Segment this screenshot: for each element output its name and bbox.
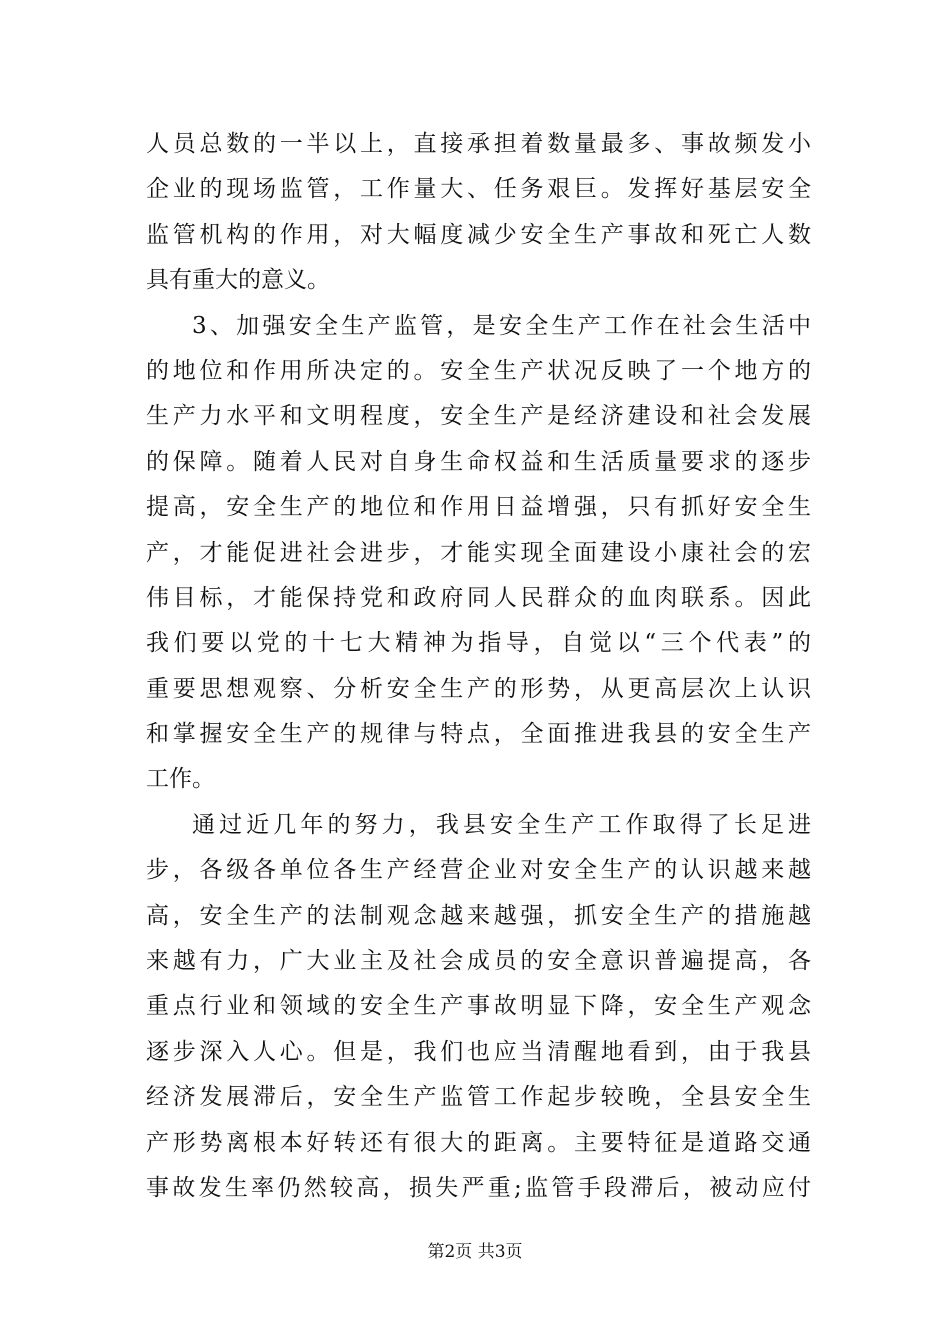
- text-line-indented: 通过近几年的努力，我县安全生产工作取得了长足进: [192, 811, 811, 838]
- text-line: 高，安全生产的法制观念越来越强，抓安全生产的措施越: [146, 902, 811, 929]
- text-line: 伟目标，才能保持党和政府同人民群众的血肉联系。因此: [146, 584, 811, 611]
- text-line: 的保障。随着人民对自身生命权益和生活质量要求的逐步: [146, 448, 811, 475]
- text-line: 逐步深入人心。但是，我们也应当清醒地看到，由于我县: [146, 1038, 811, 1065]
- text-line: 企业的现场监管，工作量大、任务艰巨。发挥好基层安全: [146, 176, 811, 203]
- text-line: 提高，安全生产的地位和作用日益增强，只有抓好安全生: [146, 494, 811, 521]
- page-number: 第2页 共3页: [427, 1242, 523, 1262]
- text-line: 事故发生率仍然较高，损失严重;监管手段滞后，被动应付: [146, 1174, 811, 1201]
- text-line-indented: 3、加强安全生产监管，是安全生产工作在社会生活中: [192, 312, 811, 339]
- text-line: 重点行业和领域的安全生产事故明显下降，安全生产观念: [146, 993, 811, 1020]
- text-line: 经济发展滞后，安全生产监管工作起步较晚，全县安全生: [146, 1084, 811, 1111]
- text-line: 产形势离根本好转还有很大的距离。主要特征是道路交通: [146, 1129, 811, 1156]
- text-line: 和掌握安全生产的规律与特点，全面推进我县的安全生产: [146, 721, 811, 748]
- text-line: 监管机构的作用，对大幅度减少安全生产事故和死亡人数: [146, 221, 811, 248]
- text-line: 生产力水平和文明程度，安全生产是经济建设和社会发展: [146, 403, 811, 430]
- text-line: 重要思想观察、分析安全生产的形势，从更高层次上认识: [146, 675, 811, 702]
- text-line: 步，各级各单位各生产经营企业对安全生产的认识越来越: [146, 857, 811, 884]
- body-text: [146, 122, 811, 1211]
- text-line: 我们要以党的十七大精神为指导，自觉以“三个代表”的: [146, 630, 811, 657]
- text-line: 来越有力，广大业主及社会成员的安全意识普遍提高，各: [146, 948, 811, 975]
- text-line: 产，才能促进社会进步，才能实现全面建设小康社会的宏: [146, 539, 811, 566]
- text-line: 的地位和作用所决定的。安全生产状况反映了一个地方的: [146, 357, 811, 384]
- text-line: 工作。: [146, 766, 215, 793]
- text-line: 具有重大的意义。: [146, 267, 330, 294]
- text-line: 人员总数的一半以上，直接承担着数量最多、事故频发小: [146, 131, 811, 157]
